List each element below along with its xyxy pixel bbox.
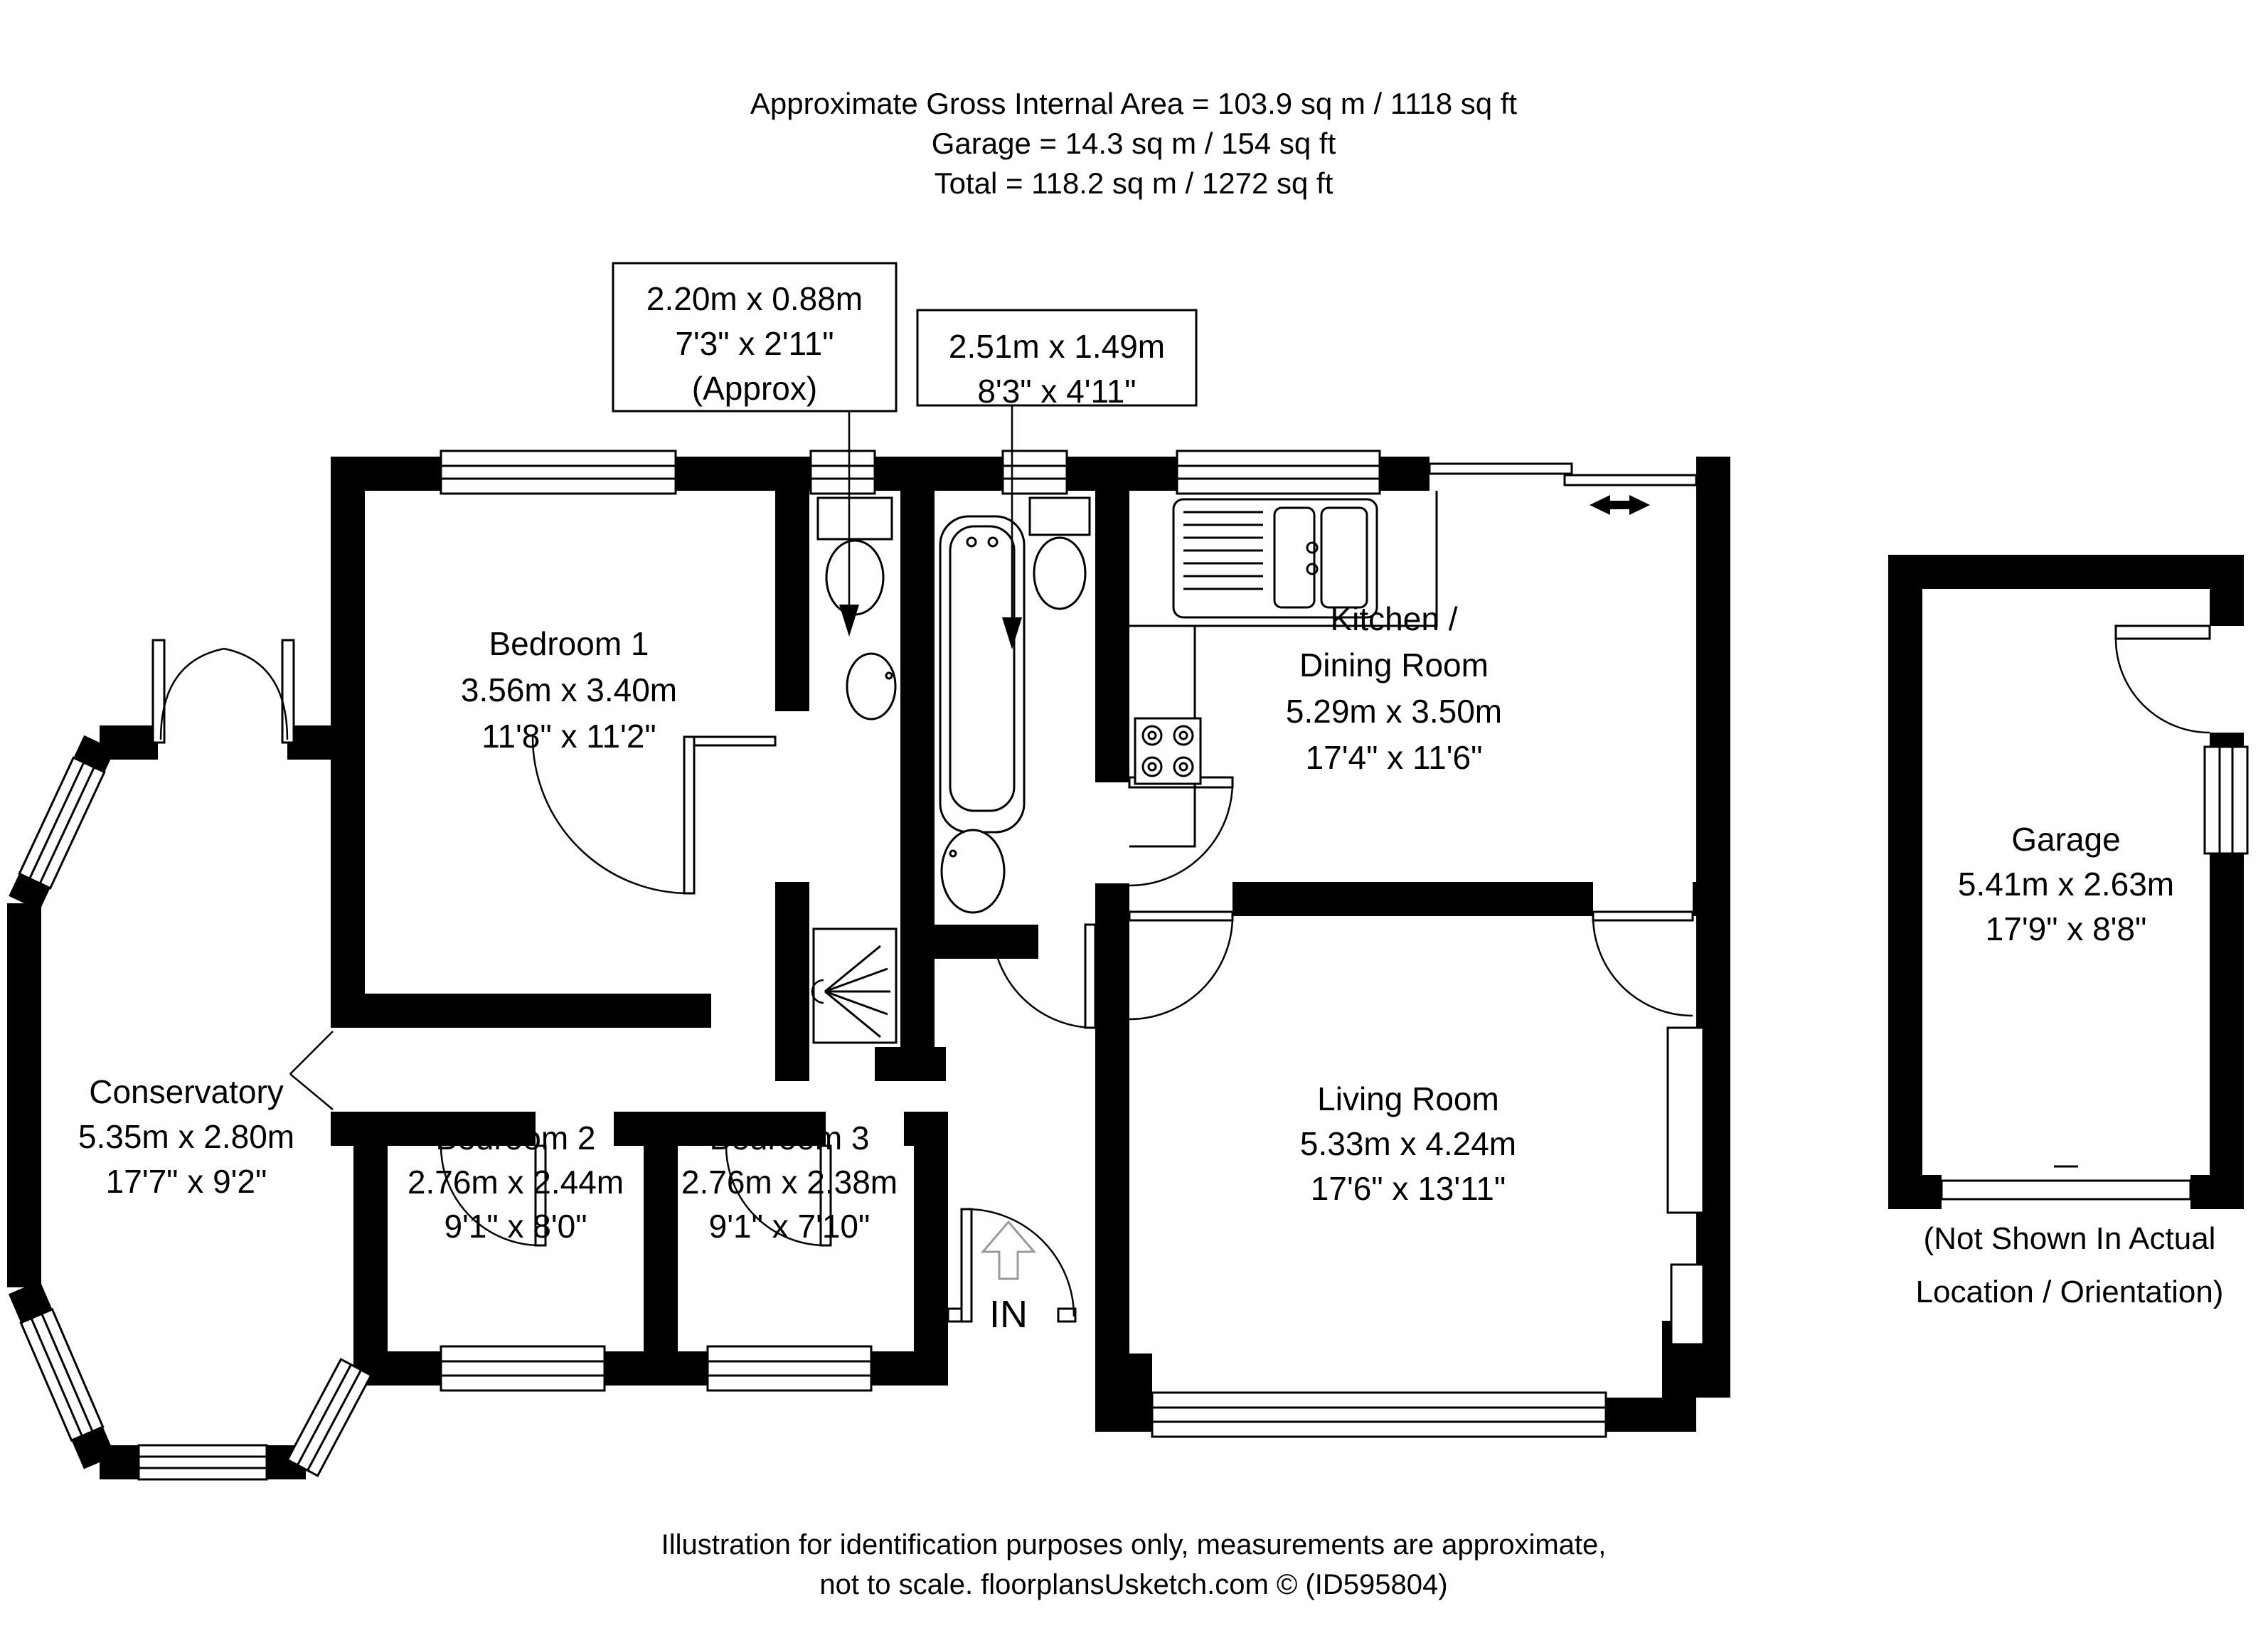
door-kitchen <box>1129 777 1233 886</box>
leader-arrow-icon <box>839 605 859 637</box>
hob-icon <box>1135 718 1200 784</box>
room-label-bedroom3-imperial: 9'1" x 7'10" <box>708 1208 871 1245</box>
room-label-kitchen-metric: 5.29m x 3.50m <box>1285 693 1503 730</box>
basin2-icon <box>942 830 1004 913</box>
window-bedroom3 <box>708 1346 871 1390</box>
conservatory-window-bottomright <box>287 1359 371 1476</box>
callout-bath-metric: 2.51m x 1.49m <box>948 328 1166 365</box>
conservatory-window-bottom <box>139 1445 267 1479</box>
footer-disclaimer-line2: not to scale. floorplansUsketch.com © (ID595804) <box>819 1569 1448 1600</box>
window-bedroom2 <box>441 1346 605 1390</box>
callout-bath-imperial: 8'3" x 4'11" <box>977 373 1136 410</box>
room-label-kitchen-name: Kitchen / <box>1330 600 1458 637</box>
living-recess-bottom <box>1671 1265 1703 1344</box>
garage-note-line2: Location / Orientation) <box>1915 1275 2224 1309</box>
room-label-bedroom3-name: Bedroom 3 <box>709 1120 870 1156</box>
room-label-conservatory-name: Conservatory <box>89 1073 284 1110</box>
room-label-bedroom2-imperial: 9'1" x 8'0" <box>444 1208 587 1245</box>
garage-window <box>2205 747 2247 853</box>
patio-slider <box>1430 464 1696 515</box>
room-label-conservatory-metric: 5.35m x 2.80m <box>78 1118 295 1155</box>
header-garage-line: Garage = 14.3 sq m / 154 sq ft <box>931 127 1336 160</box>
french-doors <box>153 640 294 743</box>
room-label-bedroom2-metric: 2.76m x 2.44m <box>407 1164 624 1201</box>
callout-wc-approx: (Approx) <box>691 370 818 407</box>
door-living-from-dining <box>1593 912 1693 1016</box>
room-label-garage-name: Garage <box>2011 821 2121 858</box>
living-recess-top <box>1668 1028 1703 1213</box>
garage-door <box>1942 1166 2190 1199</box>
room-label-living-imperial: 17'6" x 13'11" <box>1310 1170 1506 1207</box>
room-label-living-name: Living Room <box>1317 1080 1499 1117</box>
toilet2-icon <box>1030 498 1090 609</box>
garage-side-door <box>2116 626 2210 733</box>
room-label-garage-imperial: 17'9" x 8'8" <box>1985 910 2147 947</box>
room-label-kitchen-name2: Dining Room <box>1299 647 1489 684</box>
entrance-in-label: IN <box>989 1293 1028 1336</box>
header-total-line: Total = 118.2 sq m / 1272 sq ft <box>934 166 1333 200</box>
header-area-line: Approximate Gross Internal Area = 103.9 sq m / 1118 sq ft <box>750 87 1518 120</box>
window-bedroom1 <box>441 451 676 494</box>
room-label-bedroom3-metric: 2.76m x 2.38m <box>681 1164 898 1201</box>
slider-arrows-icon <box>1590 495 1650 515</box>
room-label-bedroom1-metric: 3.56m x 3.40m <box>460 671 678 708</box>
room-label-conservatory-imperial: 17'7" x 9'2" <box>105 1163 267 1200</box>
conservatory-entry-door <box>290 1031 333 1110</box>
room-label-living-metric: 5.33m x 4.24m <box>1299 1125 1517 1162</box>
room-label-kitchen-imperial: 17'4" x 11'6" <box>1305 739 1483 776</box>
garage-note-line1: (Not Shown In Actual <box>1923 1221 2216 1256</box>
entrance-arrow-icon <box>983 1222 1034 1279</box>
toilet-icon <box>818 498 892 615</box>
callout-wc-metric: 2.20m x 0.88m <box>646 280 863 317</box>
callout-wc-imperial: 7'3" x 2'11" <box>675 325 834 362</box>
room-label-bedroom1-name: Bedroom 1 <box>489 625 649 662</box>
conservatory-window-topleft <box>19 757 105 888</box>
room-label-bedroom1-imperial: 11'8" x 11'2" <box>481 718 656 755</box>
room-label-garage-metric: 5.41m x 2.63m <box>1957 866 2175 903</box>
window-wc <box>811 451 875 494</box>
shower-icon <box>812 929 896 1043</box>
conservatory-window-bottomleft <box>21 1309 102 1440</box>
basin-icon <box>847 654 895 719</box>
window-kitchen <box>1177 451 1380 494</box>
door-living-from-hall <box>1129 912 1233 1019</box>
room-label-bedroom2-name: Bedroom 2 <box>435 1120 596 1156</box>
footer-disclaimer-line1: Illustration for identification purposes only, measurements are approximate, <box>661 1529 1607 1560</box>
door-bedroom1 <box>533 737 775 893</box>
window-living <box>1152 1393 1606 1437</box>
